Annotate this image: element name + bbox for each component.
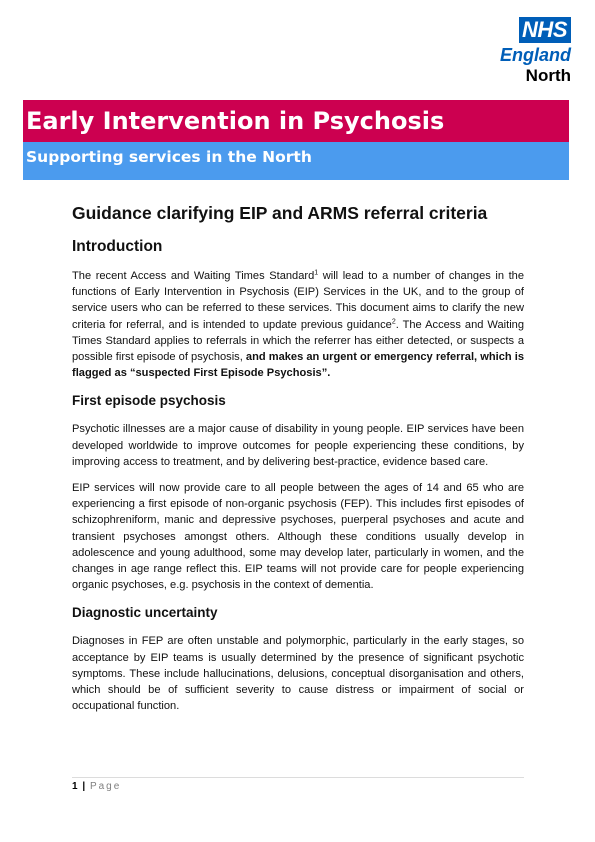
logo-region-north: North bbox=[525, 66, 571, 85]
banner-subtitle: Supporting services in the North bbox=[23, 142, 569, 180]
footnote-ref-2[interactable]: 2 bbox=[391, 317, 396, 325]
intro-text-c: . The Access and Waiting Times Standard applies to referrals in which the referrer has either detected, or suspects a possible first episode of psychosis, bbox=[72, 318, 525, 364]
page-footer bbox=[72, 780, 121, 794]
introduction-paragraph bbox=[72, 268, 524, 381]
footer-separator: | bbox=[82, 781, 86, 792]
first-episode-paragraph-2: EIP services will now provide care to all people between the ages of 14 and 65 who are experiencing a first episode of non-organic psychosis (FEP). This includes first episodes of schizophreniform, manic and depressive psychoses, puerperal psychoses and acute and transient psychoses amongst others. Although these conditions usually develop in adolescence and young adulthood, some may develop later, particularly in women, and the changes in age range reflect this. EIP teams will not provide care for people experiencing organic psychoses, e.g. psychosis in the context of dementia. bbox=[72, 482, 524, 592]
intro-text-b: will lead to a number of changes in the functions of Early Intervention in Psychosis (EIP) Services in the UK, and to the group of service users who can be referred to these services. This document aims to clarify the new criteria for referral, and is intended to update previous guidance bbox=[72, 270, 524, 331]
document-body bbox=[72, 200, 524, 714]
nhs-logo-mark: NHS bbox=[519, 17, 571, 43]
first-episode-paragraph-1: Psychotic illnesses are a major cause of disability in young people. EIP services have been developed worldwide to improve outcomes for people experiencing these conditions, by improving access to treatment, and by delivering best-practice, evidence based care. bbox=[72, 423, 524, 468]
intro-text-a: The recent Access and Waiting Times Standard bbox=[72, 270, 315, 282]
logo-region-england: England bbox=[500, 45, 571, 65]
diagnostic-paragraph: Diagnoses in FEP are often unstable and polymorphic, particularly in the early stages, so acceptance by EIP teams is usually determined by the presence of significant psychotic symptoms. These include hallucinations, delusions, conceptual disorganisation and others, which should be of sufficient severity to cause distress or impairment of social or occupational function. bbox=[72, 635, 524, 713]
page-number: 1 bbox=[72, 781, 78, 792]
section-heading-introduction: Introduction bbox=[72, 238, 163, 255]
section-heading-first-episode: First episode psychosis bbox=[72, 393, 226, 409]
document-title: Guidance clarifying EIP and ARMS referral criteria bbox=[72, 203, 488, 223]
nhs-england-north-logo bbox=[495, 17, 571, 86]
footnote-ref-1[interactable]: 1 bbox=[314, 269, 319, 277]
page-label: Page bbox=[89, 781, 122, 792]
section-heading-diagnostic: Diagnostic uncertainty bbox=[72, 605, 218, 621]
banner-title: Early Intervention in Psychosis bbox=[23, 100, 569, 142]
footer-divider bbox=[72, 777, 524, 778]
intro-text-bold: and makes an urgent or emergency referral, which is flagged as “suspected First Episode Psychosis”. bbox=[72, 351, 524, 380]
